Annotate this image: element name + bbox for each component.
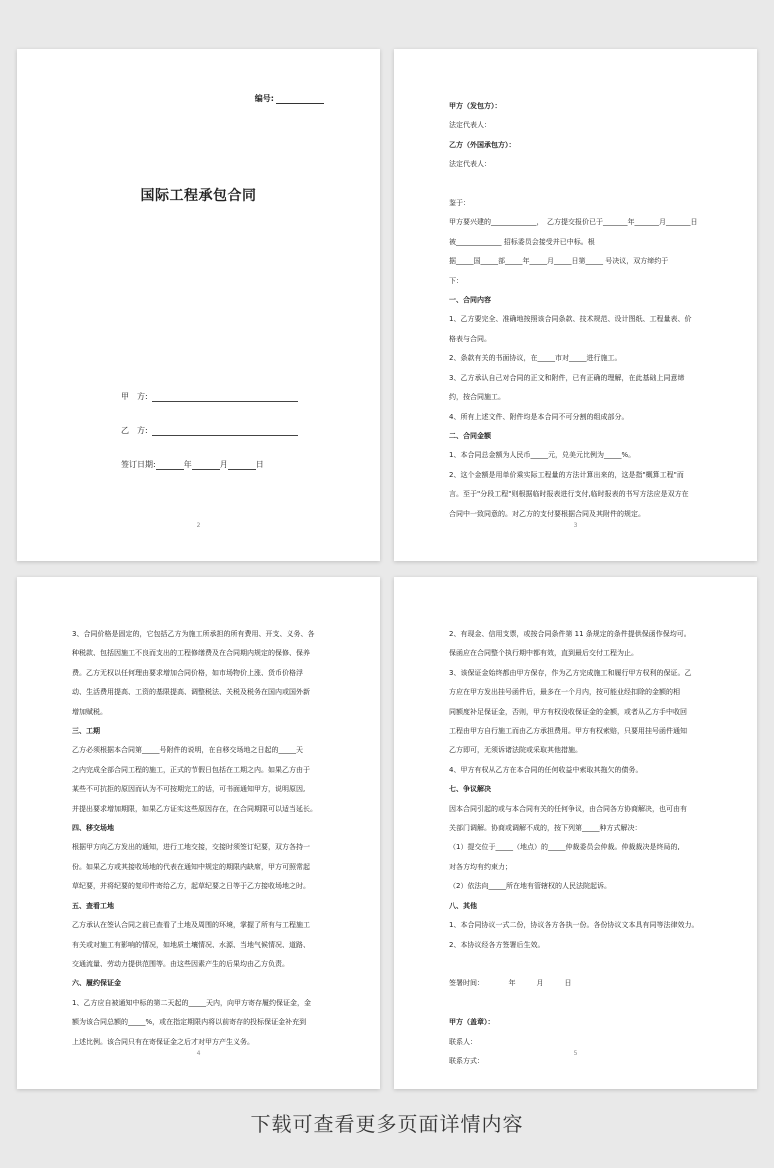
page-number: 4: [196, 1050, 201, 1057]
text-line: 1、乙方应自被通知中标的第二天起的_____天内，向甲方寄存履约保证金，金: [72, 998, 311, 1007]
date-month: 月: [219, 460, 228, 469]
text-line: 被_____________ 招标委员会接受并已中标。根: [449, 237, 595, 246]
text-line: 言。至于"分段工程"则根据临时报表进行支付,临时报表的书写方法应是双方在: [449, 490, 689, 499]
page-body: [449, 625, 702, 1071]
text-line: 增加赋税。: [72, 707, 107, 716]
text-line: [449, 994, 702, 1013]
section-heading: 甲方（发包方）：: [449, 102, 502, 110]
section-heading: 二、合同金额: [449, 431, 491, 440]
text-line: 联系方式：: [449, 1056, 484, 1065]
text-line: 下：: [449, 276, 463, 285]
page-number: 2: [196, 522, 201, 529]
section-heading: 一、合同内容: [449, 296, 491, 305]
day-blank: [228, 461, 256, 470]
text-line: 动、生活费用提高、工资的基限提高、调整税法、关税及税务在国内或国外新: [72, 688, 310, 697]
text-line: 1、本合同总金额为人民币_____元，兑美元比例为_____%。: [449, 451, 636, 460]
party-a-signature: [121, 391, 298, 402]
text-line: 对各方均有约束力；: [449, 862, 512, 871]
text-line: 某些不可抗拒的原因而认为不可按期完工的话，可书面通知甲方，说明原因,: [72, 785, 306, 794]
text-line: 之内完成全部合同工程的施工，正式的节假日包括在工期之内。如果乙方由于: [72, 765, 310, 774]
text-line: 方应在甲方发出挂号函件后，最多在一个月内，按可能业经扣除的金额的相: [449, 688, 680, 697]
text-line: 保函应在合同整个执行期中都有效，直到最后交付工程为止。: [449, 649, 638, 658]
text-line: 3、合同价格是固定的，它包括乙方为施工所承担的所有费用、开支、义务、各: [72, 630, 315, 638]
serial-label: 编号:: [254, 94, 274, 103]
serial-blank: [276, 95, 324, 104]
section-heading: 五、查看工地: [72, 901, 114, 910]
text-line: 法定代表人：: [449, 160, 491, 169]
party-b-signature: [121, 425, 298, 436]
date-year: 年: [183, 460, 192, 469]
text-line: 同额度补足保证金，否则，甲方有权没收保证金的金额，或者从乙方手中收回: [449, 707, 687, 716]
text-line: 因本合同引起的或与本合同有关的任何争议，由合同各方协商解决，也可由有: [449, 804, 687, 813]
text-line: 2、条款有关的书面协议，在_____市对_____进行施工。: [449, 354, 622, 363]
text-line: 份。如果乙方或其接收场地的代表在通知中规定的期限内缺席，甲方可照常起: [72, 862, 310, 871]
text-line: 交通流量、劳动力提供范围等。由这些因素产生的后果均由乙方负责。: [72, 959, 289, 968]
page-number: 5: [573, 1050, 578, 1057]
text-line: 合同中一致同意的。对乙方的支付要根据合同及其附件的规定。: [449, 509, 645, 518]
document-page-3: [394, 49, 757, 561]
text-line: 额为该合同总额的_____%，或在指定期限内将以前寄存的投标保证金补充到: [72, 1018, 307, 1027]
party-b-label: 乙 方:: [121, 426, 148, 435]
text-line: 乙方必须根据本合同第_____号附件的说明，在自移交场地之日起的_____天: [72, 746, 303, 755]
text-line: 2、本协议经各方签署后生效。: [449, 940, 545, 949]
text-line: 2、这个金额是用单价乘实际工程量的方法计算出来的，这是指"概算工程"而: [449, 470, 684, 479]
serial-number-field: [255, 93, 324, 104]
document-page-4: [17, 577, 380, 1089]
text-line: 鉴于：: [449, 199, 470, 208]
text-line: （1）提交位于_____（地点）的_____仲裁委员会仲裁。仲裁裁决是终局的,: [449, 843, 680, 852]
text-line: 上述比例。该合同只有在寄保证金之后才对甲方产生义务。: [72, 1037, 254, 1046]
text-line: （2）依法向_____所在地有管辖权的人民法院起诉。: [449, 882, 611, 891]
text-line: 联系人：: [449, 1037, 477, 1046]
text-line: [449, 175, 702, 194]
text-line: 4、所有上述文件、附件均是本合同不可分割的组成部分。: [449, 412, 629, 421]
section-heading: 六、履约保证金: [72, 979, 121, 988]
section-heading: 七、争议解决: [449, 785, 491, 794]
text-line: 法定代表人：: [449, 121, 491, 130]
text-line: 乙方即可，无须诉诸法院或采取其他措施。: [449, 746, 582, 755]
date-day: 日: [255, 460, 264, 469]
text-line: 签署时间： 年 月 日: [449, 979, 572, 988]
more-pages-caption[interactable]: 下载可查看更多页面详情内容: [250, 1112, 524, 1136]
section-heading: 三、工期: [72, 727, 100, 736]
text-line: 乙方承认在签认合同之前已查看了土地及周围的环境，掌握了所有与工程施工: [72, 921, 310, 930]
contract-title: 国际工程承包合同: [140, 188, 257, 204]
text-line: [449, 955, 702, 974]
text-line: 工程由甲方自行施工而由乙方承担费用。甲方有权索赔，只要用挂号函件通知: [449, 727, 687, 736]
text-line: 格表与合同。: [449, 334, 491, 343]
section-heading: 乙方（外国承包方）：: [449, 140, 516, 149]
text-line: 3、该保证金始终都由甲方保存，作为乙方完成施工和履行甲方权利的保证。乙: [449, 668, 692, 677]
page-body: [72, 625, 325, 1052]
text-line: 1、乙方要完全、准确地按照该合同条款、技术规范、设计图纸、工程量表、价: [449, 315, 692, 324]
text-line: 甲方要兴建的_____________， 乙方提交报价已于_______年_______月_______日: [449, 218, 698, 227]
month-blank: [192, 461, 220, 470]
party-b-line: [152, 427, 298, 436]
document-page-2: [17, 49, 380, 561]
text-line: 草纪要，并将纪要的复印件寄给乙方，起草纪要之日等于乙方接收场地之时。: [72, 882, 310, 891]
date-label: 签订日期:: [121, 460, 156, 469]
party-a-line: [152, 393, 298, 402]
page-number: 3: [573, 522, 578, 529]
page-body: [449, 97, 702, 524]
text-line: 费。乙方无权以任何理由要求增加合同价格，如市场物价上涨、货币价格浮: [72, 668, 303, 677]
text-line: 4、甲方有权从乙方在本合同的任何收益中索取其拖欠的债务。: [449, 765, 643, 774]
text-line: 约，按合同施工。: [449, 393, 505, 402]
text-line: 根据甲方向乙方发出的通知，进行工地交接，交接时须签订纪要，双方各持一: [72, 843, 310, 852]
text-line: 种税款、包括因施工不良而支出的工程修缮费及在合同期内规定的保修、保养: [72, 649, 310, 658]
party-a-label: 甲 方:: [121, 392, 148, 401]
text-line: 并提出要求增加期限，如果乙方证实这些原因存在，在合同期限可以适当延长。: [72, 804, 317, 813]
section-heading: 四、移交场地: [72, 824, 114, 833]
section-heading: 八、其他: [449, 901, 477, 910]
signing-date: [121, 459, 264, 470]
text-line: 有关或对施工有影响的情况，如地质土壤情况、水源、当地气候情况、道路、: [72, 940, 310, 949]
section-heading: 甲方（盖章）：: [449, 1018, 495, 1027]
text-line: 2、有现金、信用支票，或按合同条件第 11 条规定的条件提供保函作保均可。: [449, 630, 691, 638]
text-line: 3、乙方承认自己对合同的正文和附件，已有正确的理解，在此基础上同意缔: [449, 373, 685, 382]
text-line: 关部门调解。协商或调解不成的，按下列第_____种方式解决：: [449, 824, 642, 833]
year-blank: [156, 461, 184, 470]
text-line: 据_____国_____部_____年_____月_____日第_____ 号决议，双方缔约于: [449, 257, 669, 266]
text-line: 1、本合同协议一式二份，协议各方各执一份。各份协议文本具有同等法律效力。: [449, 921, 699, 930]
document-page-5: [394, 577, 757, 1089]
